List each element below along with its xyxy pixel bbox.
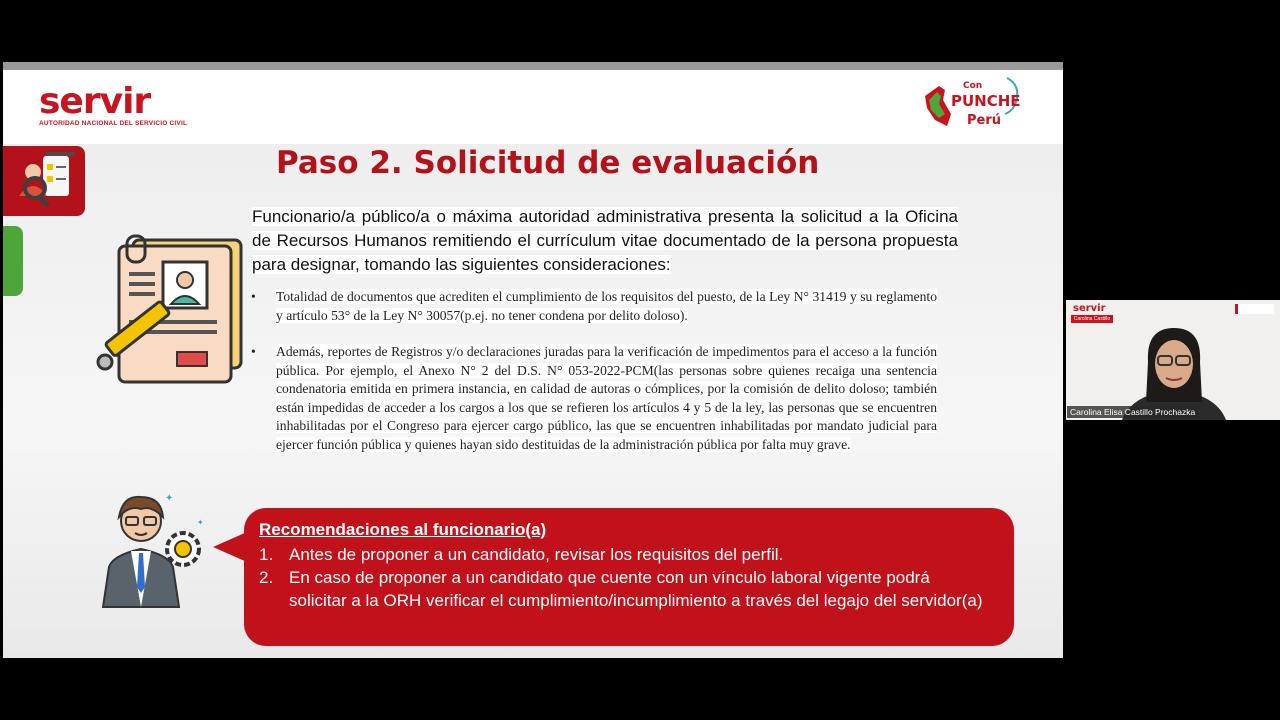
logo-punche-text: PUNCHE bbox=[951, 92, 1021, 110]
logo-con-text: Con bbox=[963, 81, 983, 91]
recommendation-text: En caso de proponer a un candidato que cuente con un vínculo laboral vigente podrá solicitar a la ORH verificar el cumplimiento/incumplimiento a través del legajo del servidor(a) bbox=[289, 568, 983, 610]
webcam-servir-logo: servir bbox=[1073, 303, 1106, 314]
intro-paragraph bbox=[252, 205, 958, 277]
bullet-item bbox=[251, 343, 937, 455]
gear-bulb-icon bbox=[165, 493, 204, 565]
businessman-idea-icon bbox=[101, 487, 211, 611]
presentation-slide bbox=[3, 62, 1063, 658]
participant-name-label: Carolina Elisa Castillo Prochazka bbox=[1067, 406, 1198, 418]
intro-text: Funcionario/a público/a o máxima autoridad administrativa presenta la solicitud a la Oficina de Recursos Humanos remitiendo el currículum vitae documentado de la persona propuesta para designar, tomando las siguientes consideraciones: bbox=[252, 207, 958, 274]
servir-logo-word: servir bbox=[39, 81, 151, 122]
servir-logo-subtitle: AUTORIDAD NACIONAL DEL SERVICIO CIVIL bbox=[39, 120, 188, 127]
svg-text:✦: ✦ bbox=[197, 518, 204, 527]
recommendation-number: 2. bbox=[259, 568, 274, 587]
servir-logo bbox=[39, 82, 187, 127]
participant-video-tile[interactable] bbox=[1066, 300, 1280, 420]
recommendation-number: 1. bbox=[259, 545, 274, 564]
logo-peru-text: Perú bbox=[967, 113, 1002, 128]
document-profile-icon bbox=[95, 232, 245, 384]
webcam-name-badge: Carolina Castillo bbox=[1071, 315, 1113, 323]
bullet-item bbox=[251, 288, 937, 325]
bullet-text: Además, reportes de Registros y/o declaraciones juradas para la verificación de impedimentos para el acceso a la función pública. Por ejemplo, el Anexo N° 2 del D.S. N° 053-2022-PCM(las personas sobre quienes recaiga una sentencia condenatoria emitida en primera instancia, en calidad de autoras o cómplices, por la comisión de delito doloso; también están impedidas de acceder a los cargos a los que se refieren los artículos 4 y 5 de la ley, las personas que se encuentren inhabilitadas por el Congreso para ejercer cargo público, las que se encuentren inhabilitadas por mandato judicial para ejercer función pública y quienes hayan sido destituidas de la administración pública por falta muy grave. bbox=[276, 344, 937, 452]
webcam-corner-logo bbox=[1235, 304, 1274, 314]
recommendation-item bbox=[259, 566, 989, 612]
bullet-text: Totalidad de documentos que acrediten el cumplimiento de los requisitos del puesto, de la Ley N° 31419 y su reglamento y artículo 53° de la Ley N° 30057(p.ej. no tener condena por delito doloso). bbox=[276, 289, 937, 323]
side-tab-evaluation bbox=[3, 146, 85, 216]
callout-pointer bbox=[213, 532, 247, 562]
slide-top-bar bbox=[3, 62, 1063, 70]
side-tab-next bbox=[3, 226, 23, 296]
slide-title: Paso 2. Solicitud de evaluación bbox=[276, 145, 820, 181]
user-checklist-icon bbox=[3, 146, 85, 216]
con-punche-peru-logo bbox=[921, 74, 1021, 136]
recommendation-text: Antes de proponer a un candidato, revisar los requisitos del perfil. bbox=[289, 545, 784, 564]
bullet-symbol: • bbox=[251, 289, 256, 304]
svg-text:✦: ✦ bbox=[165, 493, 174, 504]
recommendations-title: Recomendaciones al funcionario(a) bbox=[259, 520, 547, 539]
recommendations-callout bbox=[244, 508, 1014, 646]
recommendation-item bbox=[259, 543, 989, 566]
bullet-symbol: • bbox=[251, 344, 256, 359]
